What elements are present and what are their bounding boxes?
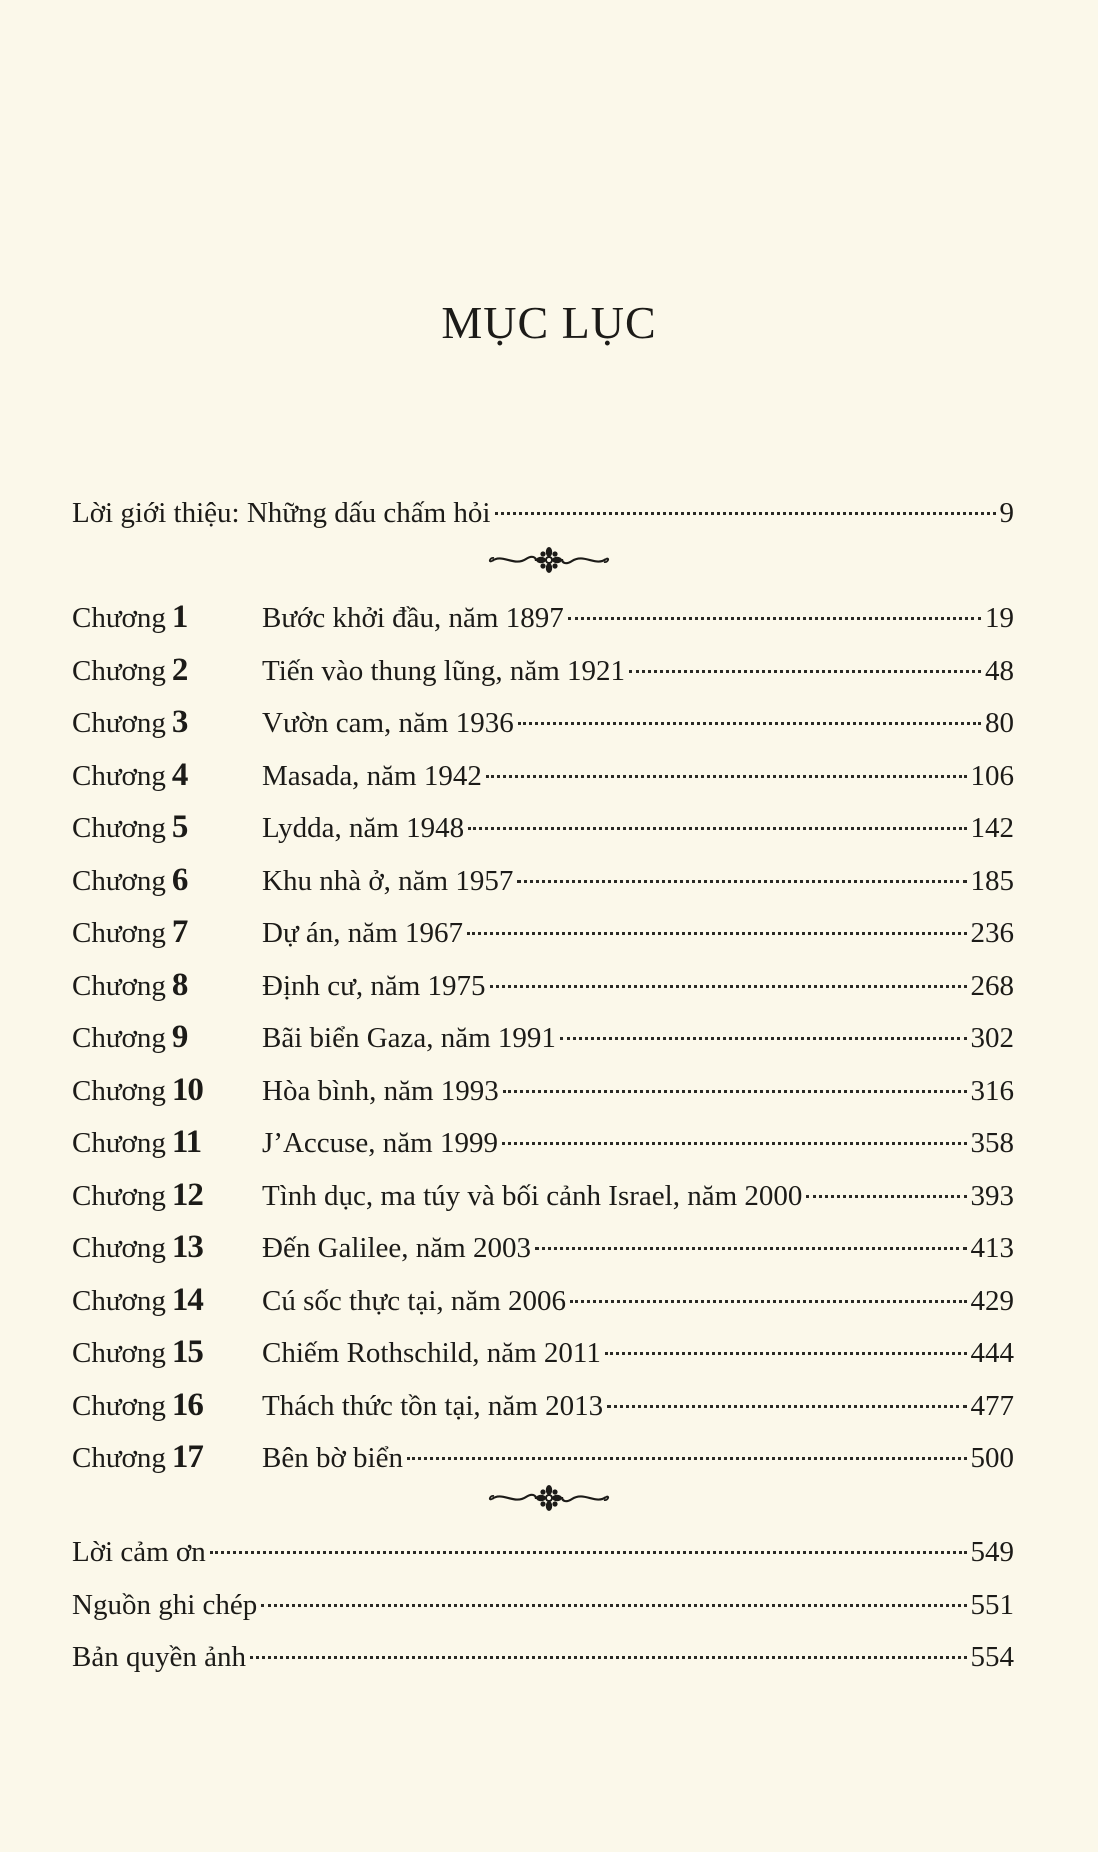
page-number: 429 (970, 1284, 1014, 1317)
dot-leader (502, 1142, 967, 1145)
floral-divider-icon (0, 540, 1098, 580)
entry-title: Vườn cam, năm 1936 (262, 707, 514, 739)
entry-title: Nguồn ghi chép (72, 1588, 258, 1621)
toc-entry-chapter-5[interactable] (72, 807, 1014, 847)
page-number: 142 (970, 812, 1014, 844)
chapter-word: Chương (72, 1179, 166, 1212)
chapter-word: Chương (72, 1284, 166, 1317)
toc-entry-intro[interactable] (72, 493, 1014, 533)
chapter-word: Chương (72, 707, 166, 739)
entry-title: Bước khởi đầu, năm 1897 (262, 602, 564, 634)
dot-leader (518, 722, 981, 725)
chapter-word: Chương (72, 1442, 166, 1474)
dot-leader (568, 617, 981, 620)
page-number: 236 (970, 917, 1014, 949)
toc-entry-back-0[interactable] (72, 1532, 1014, 1572)
chapter-number: 4 (171, 756, 188, 793)
toc-entry-chapter-12[interactable] (72, 1175, 1014, 1215)
chapter-label (72, 860, 262, 901)
page-number: 549 (970, 1536, 1014, 1568)
floral-divider-icon (0, 1478, 1098, 1518)
chapter-label (72, 1070, 262, 1111)
chapter-label (72, 1437, 262, 1478)
chapter-label (72, 1332, 262, 1373)
chapter-word: Chương (72, 1127, 166, 1159)
entry-title: Định cư, năm 1975 (262, 969, 486, 1002)
chapter-number: 3 (171, 704, 188, 740)
dot-leader (250, 1656, 967, 1659)
dot-leader (210, 1551, 967, 1554)
chapter-word: Chương (72, 1022, 166, 1054)
toc-entry-chapter-7[interactable] (72, 912, 1014, 952)
chapter-label (72, 650, 262, 691)
chapter-number: 9 (171, 1019, 188, 1055)
page-number: 48 (985, 654, 1014, 687)
chapter-number: 5 (171, 809, 188, 845)
chapter-number: 10 (171, 1071, 203, 1108)
toc-entry-chapter-6[interactable] (72, 860, 1014, 900)
chapter-label (72, 807, 262, 848)
entry-title: Tiến vào thung lũng, năm 1921 (262, 654, 626, 687)
chapter-word: Chương (72, 1074, 166, 1107)
dot-leader (517, 880, 966, 883)
chapter-word: Chương (72, 917, 166, 949)
chapter-number: 11 (171, 1124, 202, 1160)
page-number: 185 (970, 864, 1014, 897)
entry-title: Lời cảm ơn (72, 1536, 206, 1568)
chapter-number: 8 (171, 966, 188, 1003)
chapter-label (72, 1227, 262, 1268)
page-number: 358 (970, 1127, 1014, 1159)
page-number: 106 (970, 759, 1014, 792)
entry-title: Bãi biển Gaza, năm 1991 (262, 1022, 556, 1054)
chapter-word: Chương (72, 602, 166, 634)
toc-entry-chapter-10[interactable] (72, 1070, 1014, 1110)
toc-entry-chapter-11[interactable] (72, 1122, 1014, 1162)
page-number: 444 (970, 1337, 1014, 1369)
entry-title: Hòa bình, năm 1993 (262, 1074, 499, 1107)
page-number: 500 (970, 1442, 1014, 1474)
toc-entry-chapter-1[interactable] (72, 597, 1014, 637)
chapter-label (72, 1122, 262, 1163)
toc-entry-chapter-2[interactable] (72, 650, 1014, 690)
entry-title: J’Accuse, năm 1999 (262, 1127, 498, 1159)
dot-leader (503, 1090, 967, 1093)
entry-title: Khu nhà ở, năm 1957 (262, 864, 514, 897)
chapter-number: 17 (171, 1439, 203, 1475)
toc-entry-chapter-4[interactable] (72, 755, 1014, 795)
chapter-word: Chương (72, 759, 166, 792)
dot-leader (806, 1195, 966, 1198)
chapter-number: 13 (171, 1229, 203, 1265)
dot-leader (407, 1457, 967, 1460)
entry-title: Masada, năm 1942 (262, 759, 482, 792)
dot-leader (629, 670, 981, 673)
chapter-word: Chương (72, 1232, 166, 1264)
dot-leader (495, 512, 996, 515)
chapter-label (72, 1280, 262, 1321)
chapter-label (72, 1385, 262, 1426)
entry-title: Thách thức tồn tại, năm 2013 (262, 1389, 604, 1422)
dot-leader (535, 1247, 967, 1250)
entry-title: Chiếm Rothschild, năm 2011 (262, 1337, 601, 1369)
page-number: 9 (999, 497, 1014, 529)
chapter-word: Chương (72, 812, 166, 844)
dot-leader (607, 1405, 966, 1408)
page-number: 477 (970, 1389, 1014, 1422)
toc-entry-chapter-14[interactable] (72, 1280, 1014, 1320)
chapter-word: Chương (72, 864, 166, 897)
dot-leader (261, 1604, 966, 1607)
entry-title: Đến Galilee, năm 2003 (262, 1232, 531, 1264)
chapter-word: Chương (72, 654, 166, 687)
toc-entry-back-1[interactable] (72, 1585, 1014, 1625)
chapter-label (72, 912, 262, 953)
toc-entry-chapter-15[interactable] (72, 1332, 1014, 1372)
toc-entry-back-2[interactable] (72, 1637, 1014, 1677)
page-number: 393 (970, 1179, 1014, 1212)
page-number: 554 (970, 1641, 1014, 1673)
chapter-number: 1 (171, 599, 188, 635)
page-number: 316 (970, 1074, 1014, 1107)
chapter-label (72, 755, 262, 796)
page-number: 302 (970, 1022, 1014, 1054)
dot-leader (467, 932, 967, 935)
entry-title: Dự án, năm 1967 (262, 917, 463, 949)
page-number: 80 (985, 707, 1014, 739)
chapter-number: 7 (171, 914, 188, 950)
dot-leader (490, 985, 967, 988)
page-number: 551 (970, 1588, 1014, 1621)
chapter-label (72, 1175, 262, 1216)
chapter-number: 15 (171, 1334, 203, 1370)
dot-leader (605, 1352, 967, 1355)
dot-leader (468, 827, 966, 830)
entry-title: Lydda, năm 1948 (262, 812, 465, 844)
toc-entry-chapter-16[interactable] (72, 1385, 1014, 1425)
chapter-number: 6 (171, 861, 188, 898)
toc-entry-chapter-13[interactable] (72, 1227, 1014, 1267)
entry-title: Lời giới thiệu: Những dấu chấm hỏi (72, 497, 491, 529)
chapter-number: 12 (171, 1176, 203, 1213)
toc-entry-chapter-8[interactable] (72, 965, 1014, 1005)
toc-entry-chapter-9[interactable] (72, 1017, 1014, 1057)
chapter-number: 2 (171, 651, 188, 688)
entry-title: Tình dục, ma túy và bối cảnh Israel, năm 2000 (262, 1179, 803, 1212)
chapter-label (72, 965, 262, 1006)
entry-title: Bản quyền ảnh (72, 1641, 246, 1673)
chapter-number: 14 (171, 1281, 203, 1318)
page-title: MỤC LỤC (441, 297, 657, 348)
toc-entry-chapter-3[interactable] (72, 702, 1014, 742)
chapter-label (72, 1017, 262, 1058)
chapter-label (72, 702, 262, 743)
entry-title: Bên bờ biển (262, 1442, 403, 1474)
page-number: 413 (970, 1232, 1014, 1264)
dot-leader (560, 1037, 967, 1040)
dot-leader (570, 1300, 966, 1303)
toc-entry-chapter-17[interactable] (72, 1437, 1014, 1477)
page-number: 268 (970, 969, 1014, 1002)
chapter-number: 16 (171, 1386, 203, 1423)
entry-title: Cú sốc thực tại, năm 2006 (262, 1284, 567, 1317)
chapter-word: Chương (72, 1337, 166, 1369)
chapter-word: Chương (72, 969, 166, 1002)
chapter-word: Chương (72, 1389, 166, 1422)
page-number: 19 (985, 602, 1014, 634)
dot-leader (486, 775, 967, 778)
chapter-label (72, 597, 262, 638)
